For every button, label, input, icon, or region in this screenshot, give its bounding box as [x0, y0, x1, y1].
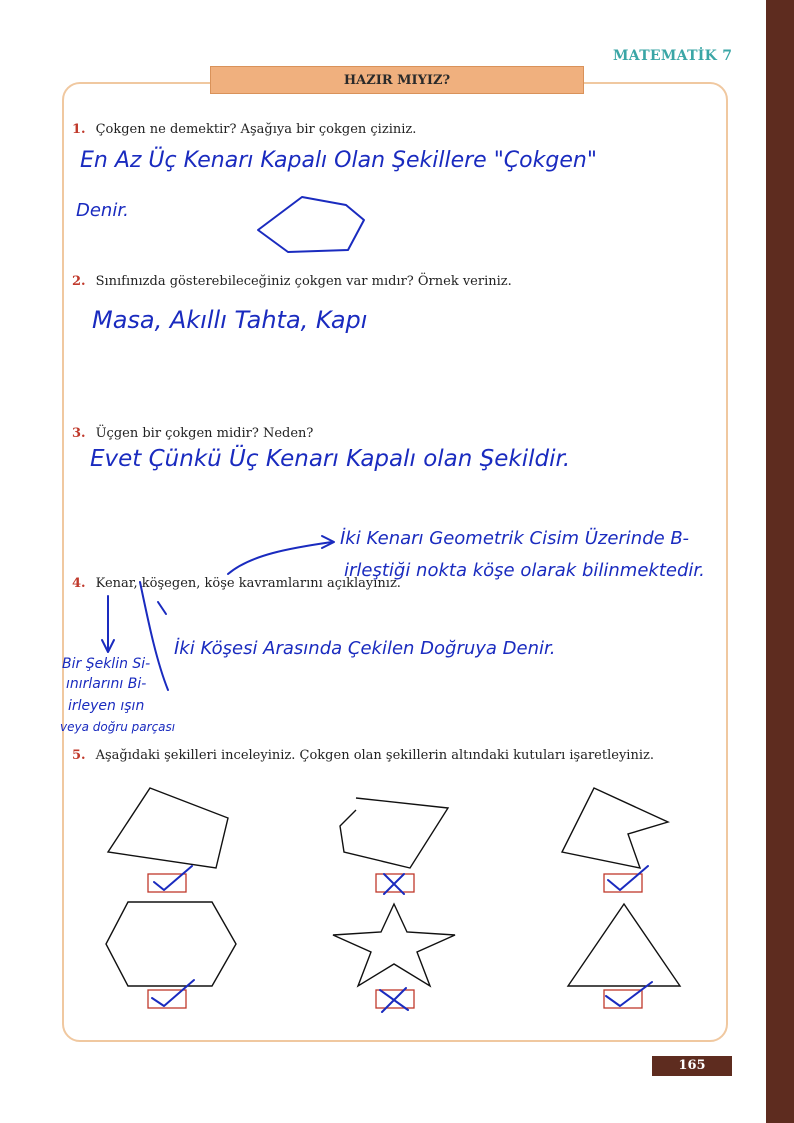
check-mark-4	[152, 980, 194, 1006]
answer-4-kenar-line-4: veya doğru parçası	[60, 720, 176, 734]
shape-concave-polygon	[562, 788, 668, 868]
cross-mark-2	[384, 874, 404, 894]
answer-1-line-2: Denir.	[76, 200, 129, 221]
shape-open-pentagon	[340, 798, 448, 868]
worksheet-title: HAZIR MIYIZ?	[210, 66, 584, 94]
question-number: 2.	[72, 274, 86, 289]
answer-4-kose-line-2: irleştiği nokta köşe olarak bilinmektedir.	[344, 560, 705, 581]
answer-4-kosegen: İki Köşesi Arasında Çekilen Doğruya Denir.	[174, 638, 556, 659]
question-number: 4.	[72, 576, 86, 591]
answer-2: Masa, Akıllı Tahta, Kapı	[92, 306, 368, 334]
answer-1-line-1: En Az Üç Kenarı Kapalı Olan Şekillere "Çokgen"	[80, 148, 597, 173]
answer-3: Evet Çünkü Üç Kenarı Kapalı olan Şekildir.	[90, 446, 571, 472]
question-text: Aşağıdaki şekilleri inceleyiniz. Çokgen olan şekillerin altındaki kutuları işaretleyiniz.	[95, 748, 654, 763]
shape-quadrilateral	[108, 788, 228, 868]
answer-4-kenar-line-2: ınırlarını Bi-	[66, 676, 147, 692]
question-text: Sınıfınızda gösterebileceğiniz çokgen var mıdır? Örnek veriniz.	[95, 274, 512, 289]
subject-label: MATEMATİK 7	[613, 48, 733, 64]
shape-hexagon	[106, 902, 236, 986]
question-number: 3.	[72, 426, 86, 441]
answer-4-kenar-line-3: irleyen ışın	[68, 698, 145, 714]
question-text: Kenar, köşegen, köşe kavramlarını açıklayınız.	[95, 576, 401, 591]
question-text: Üçgen bir çokgen midir? Neden?	[95, 426, 314, 441]
page-number: 165	[652, 1056, 732, 1076]
shape-triangle	[568, 904, 680, 986]
question-number: 5.	[72, 748, 86, 763]
question-number: 1.	[72, 122, 86, 137]
answer-4-kose-line-1: İki Kenarı Geometrik Cisim Üzerinde B-	[340, 528, 689, 549]
shape-star	[333, 904, 455, 986]
question-text: Çokgen ne demektir? Aşağıya bir çokgen çiziniz.	[95, 122, 417, 137]
answer-4-kenar-line-1: Bir Şeklin Si-	[62, 656, 151, 672]
